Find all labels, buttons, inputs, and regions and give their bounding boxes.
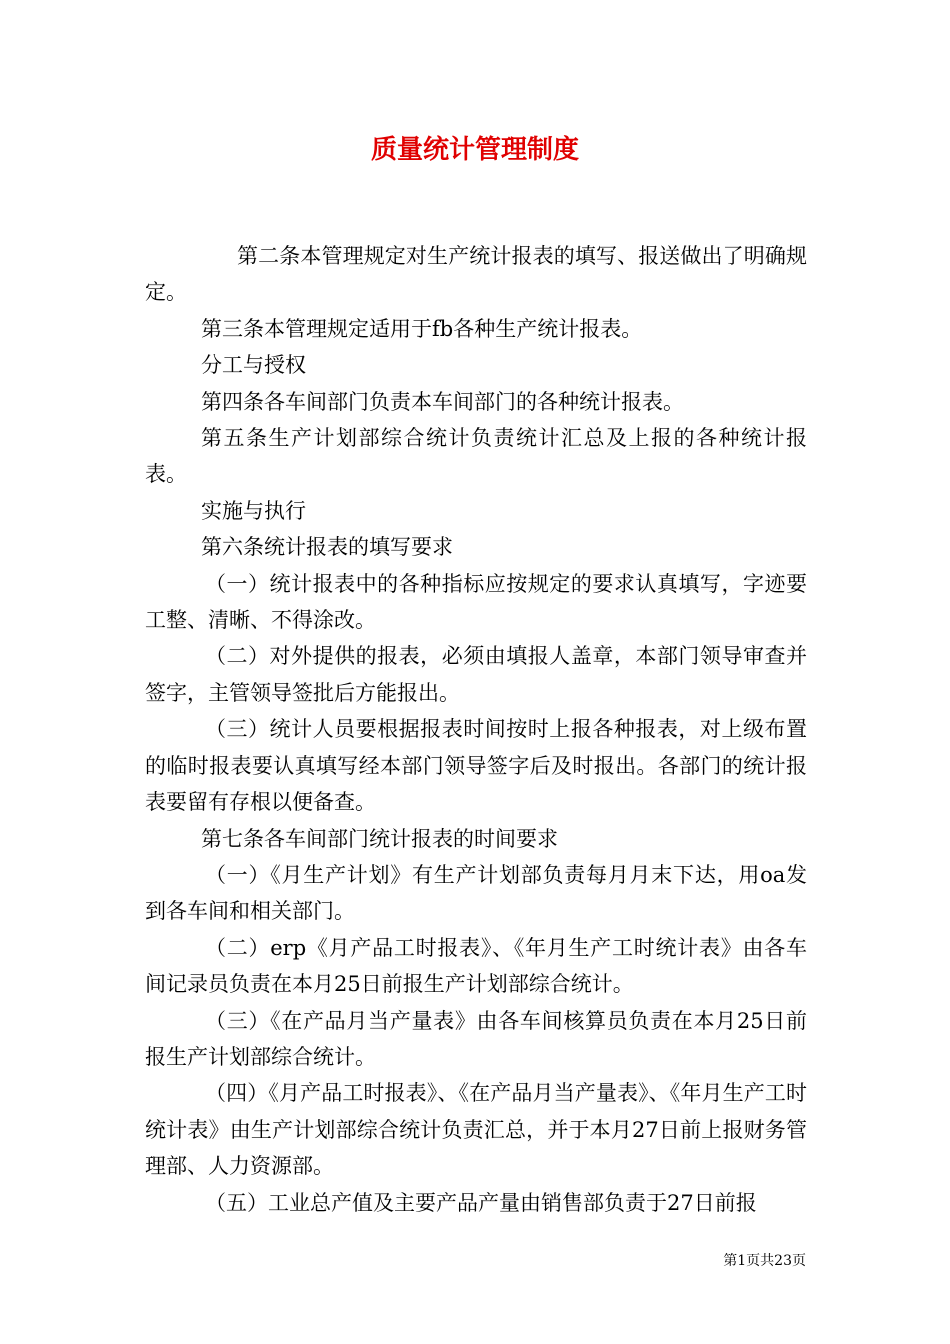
page-number: 第1页共23页 [723, 1253, 806, 1269]
paragraph: 第五条生产计划部综合统计负责统计汇总及上报的各种统计报表。 [145, 426, 807, 487]
paragraph: 第二条本管理规定对生产统计报表的填写、报送做出了明确规定。 [145, 244, 807, 305]
paragraph: （二）erp《月产品工时报表》、《年月生产工时统计表》由各车间记录员负责在本月25日前报生产计划部综合统计。 [145, 935, 807, 997]
paragraph: （三）统计人员要根据报表时间按时上报各种报表，对上级布置的临时报表要认真填写经本部门领导签字后及时报出。各部门的统计报表要留有存根以便备查。 [145, 717, 807, 815]
paragraph: （一）统计报表中的各种指标应按规定的要求认真填写，字迹要工整、清晰、不得涂改。 [145, 571, 807, 633]
paragraph: （二）对外提供的报表，必须由填报人盖章，本部门领导审查并签字，主管领导签批后方能报出。 [145, 644, 807, 705]
paragraph: （四）《月产品工时报表》、《在产品月当产量表》、《年月生产工时统计表》由生产计划部综合统计负责汇总，并于本月27日前上报财务管理部、人力资源部。 [145, 1081, 807, 1179]
document-body [145, 238, 807, 1221]
paragraph: （三）《在产品月当产量表》由各车间核算员负责在本月25日前报生产计划部综合统计。 [145, 1008, 807, 1069]
section-heading: 分工与授权 [201, 353, 306, 378]
paragraph: 第四条各车间部门负责本车间部门的各种统计报表。 [201, 389, 684, 414]
paragraph: （一）《月生产计划》有生产计划部负责每月月末下达，用oa发到各车间和相关部门。 [145, 862, 807, 924]
paragraph: 第六条统计报表的填写要求 [201, 535, 453, 560]
paragraph: 第三条本管理规定适用于fb各种生产统计报表。 [201, 316, 643, 341]
page-title: 质量统计管理制度 [370, 135, 579, 165]
paragraph: （五）工业总产值及主要产品产量由销售部负责于27日前报 [205, 1190, 757, 1215]
paragraph: 第七条各车间部门统计报表的时间要求 [201, 826, 558, 851]
section-heading: 实施与执行 [201, 498, 306, 523]
